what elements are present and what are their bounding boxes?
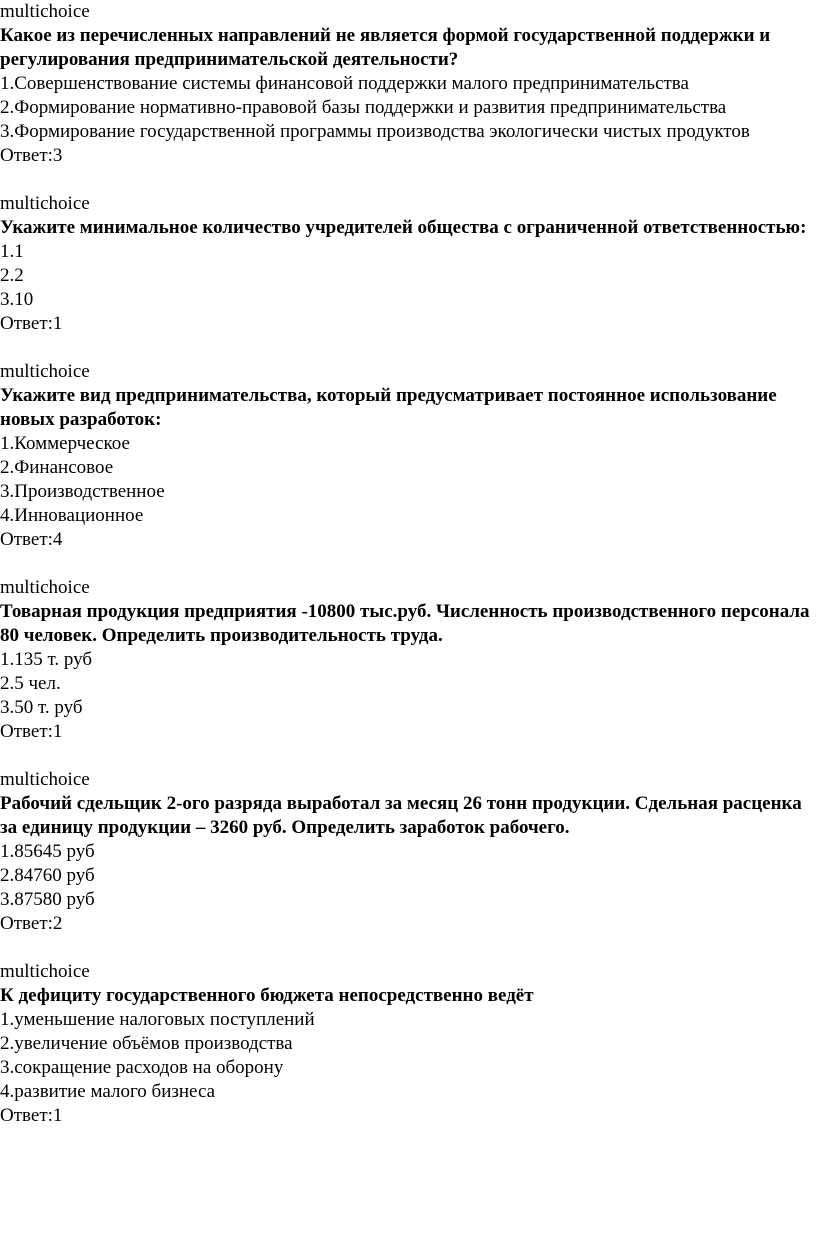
answer-option: 2.84760 руб — [0, 865, 95, 886]
question-type: multichoice — [0, 577, 90, 598]
answer-option: 3.сокращение расходов на оборону — [0, 1057, 284, 1078]
question-text: К дефициту государственного бюджета непосредственно ведёт — [0, 985, 534, 1006]
question-text: Укажите минимальное количество учредителей общества с ограниченной ответственностью: — [0, 217, 807, 238]
answer-option: 1.135 т. руб — [0, 649, 93, 670]
question-type: multichoice — [0, 961, 90, 982]
answer-option: 3.10 — [0, 289, 34, 310]
correct-answer: Ответ:1 — [0, 313, 63, 334]
answer-option: 1.уменьшение налоговых поступлений — [0, 1009, 315, 1030]
answer-option: 2.5 чел. — [0, 673, 61, 694]
question-block-3 — [0, 360, 816, 552]
answer-option: 2.Формирование нормативно-правовой базы поддержки и развития предпринимательства — [0, 97, 727, 118]
question-block-1 — [0, 0, 816, 168]
answer-option: 3.Формирование государственной программы производства экологически чистых продуктов — [0, 121, 750, 142]
question-text: Укажите вид предпринимательства, который предусматривает постоянное использование новых разработок: — [0, 385, 777, 430]
answer-option: 1.85645 руб — [0, 841, 95, 862]
answer-option: 2.Финансовое — [0, 457, 114, 478]
question-text: Какое из перечисленных направлений не является формой государственной поддержки и регулирования предпринимательской деятельности? — [0, 25, 771, 70]
correct-answer: Ответ:3 — [0, 145, 63, 166]
question-type: multichoice — [0, 361, 90, 382]
answer-option: 1.Коммерческое — [0, 433, 130, 454]
correct-answer: Ответ:2 — [0, 913, 63, 934]
answer-option: 2.увеличение объёмов производства — [0, 1033, 293, 1054]
question-block-6 — [0, 960, 816, 1128]
correct-answer: Ответ:1 — [0, 721, 63, 742]
question-text: Товарная продукция предприятия -10800 тыс.руб. Численность производственного персонала 80 человек. Определить производительность труда. — [0, 601, 810, 646]
correct-answer: Ответ:4 — [0, 529, 63, 550]
answer-option: 3.Производственное — [0, 481, 165, 502]
question-block-5 — [0, 768, 816, 936]
question-text: Рабочий сдельщик 2-ого разряда выработал за месяц 26 тонн продукции. Сдельная расценка за единицу продукции – 3260 руб. Определить заработок рабочего. — [0, 793, 802, 838]
answer-option: 3.87580 руб — [0, 889, 95, 910]
answer-option: 1.Совершенствование системы финансовой поддержки малого предпринимательства — [0, 73, 689, 94]
answer-option: 1.1 — [0, 241, 24, 262]
question-type: multichoice — [0, 769, 90, 790]
question-block-4 — [0, 576, 816, 744]
correct-answer: Ответ:1 — [0, 1105, 63, 1126]
question-block-2 — [0, 192, 816, 336]
question-type: multichoice — [0, 1, 90, 22]
answer-option: 4.Инновационное — [0, 505, 144, 526]
question-type: multichoice — [0, 193, 90, 214]
answer-option: 4.развитие малого бизнеса — [0, 1081, 216, 1102]
answer-option: 2.2 — [0, 265, 24, 286]
answer-option: 3.50 т. руб — [0, 697, 83, 718]
